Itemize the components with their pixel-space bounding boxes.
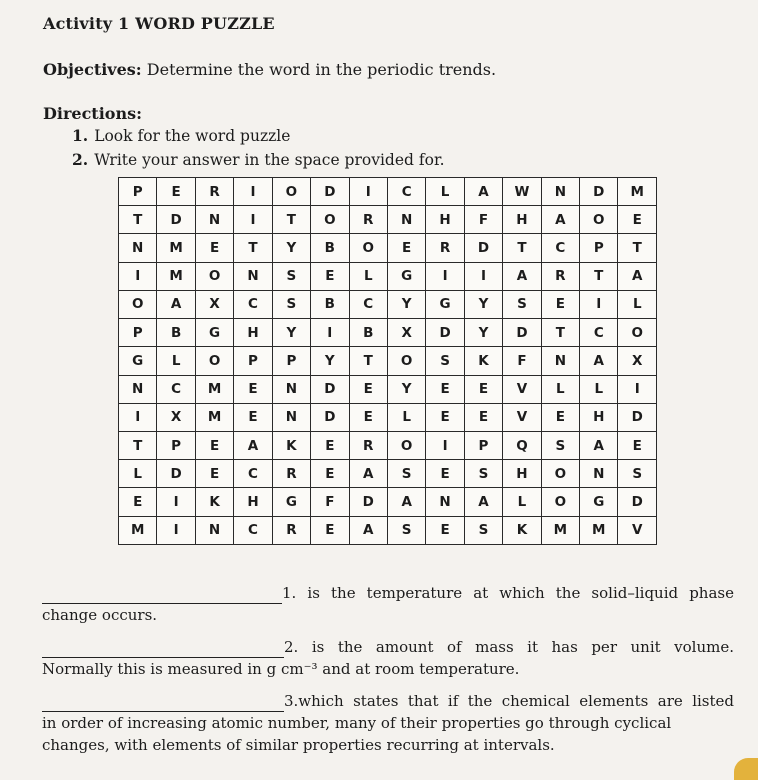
puzzle-cell[interactable]: S (464, 516, 502, 544)
puzzle-cell[interactable]: N (426, 488, 464, 516)
puzzle-cell[interactable]: S (503, 290, 541, 318)
puzzle-cell[interactable]: E (234, 375, 272, 403)
puzzle-cell[interactable]: O (387, 431, 425, 459)
puzzle-cell[interactable]: Y (387, 290, 425, 318)
puzzle-row (119, 178, 657, 206)
puzzle-cell[interactable]: K (272, 431, 310, 459)
puzzle-cell[interactable]: Y (387, 375, 425, 403)
puzzle-cell[interactable]: C (349, 290, 387, 318)
puzzle-cell[interactable]: X (387, 319, 425, 347)
puzzle-cell[interactable]: N (541, 347, 579, 375)
puzzle-cell[interactable]: E (311, 460, 349, 488)
puzzle-cell[interactable]: B (311, 234, 349, 262)
puzzle-cell[interactable]: D (580, 178, 618, 206)
question-1 (42, 582, 734, 626)
puzzle-cell[interactable]: F (311, 488, 349, 516)
puzzle-cell[interactable]: R (349, 431, 387, 459)
puzzle-cell[interactable]: A (464, 488, 502, 516)
puzzle-cell[interactable]: I (157, 488, 195, 516)
puzzle-cell[interactable]: I (234, 206, 272, 234)
puzzle-cell[interactable]: T (618, 234, 657, 262)
puzzle-cell[interactable]: A (234, 431, 272, 459)
puzzle-cell[interactable]: E (541, 290, 579, 318)
puzzle-cell[interactable]: I (349, 178, 387, 206)
puzzle-cell[interactable]: H (234, 319, 272, 347)
puzzle-cell[interactable]: R (195, 178, 233, 206)
puzzle-cell[interactable]: N (387, 206, 425, 234)
puzzle-cell[interactable]: E (387, 234, 425, 262)
puzzle-cell[interactable]: S (541, 431, 579, 459)
puzzle-cell[interactable]: T (503, 234, 541, 262)
puzzle-cell[interactable]: M (119, 516, 157, 544)
puzzle-cell[interactable]: O (349, 234, 387, 262)
word-puzzle-grid (118, 177, 657, 545)
puzzle-cell[interactable]: O (311, 206, 349, 234)
puzzle-cell[interactable]: G (119, 347, 157, 375)
puzzle-cell[interactable]: L (541, 375, 579, 403)
puzzle-cell[interactable]: G (272, 488, 310, 516)
puzzle-cell[interactable]: Q (503, 431, 541, 459)
puzzle-cell[interactable]: M (157, 234, 195, 262)
puzzle-cell[interactable]: V (503, 403, 541, 431)
puzzle-cell[interactable]: B (311, 290, 349, 318)
puzzle-row (119, 206, 657, 234)
puzzle-cell[interactable]: N (272, 375, 310, 403)
puzzle-cell[interactable]: K (195, 488, 233, 516)
puzzle-cell[interactable]: G (387, 262, 425, 290)
puzzle-cell[interactable]: B (157, 319, 195, 347)
puzzle-cell[interactable]: L (119, 460, 157, 488)
puzzle-cell[interactable]: M (618, 178, 657, 206)
puzzle-cell[interactable]: E (311, 516, 349, 544)
puzzle-row (119, 290, 657, 318)
puzzle-cell[interactable]: T (580, 262, 618, 290)
puzzle-cell[interactable]: V (618, 516, 657, 544)
puzzle-cell[interactable]: I (580, 290, 618, 318)
puzzle-cell[interactable]: A (580, 431, 618, 459)
question-2 (42, 636, 734, 680)
puzzle-cell[interactable]: M (157, 262, 195, 290)
puzzle-cell[interactable]: A (349, 460, 387, 488)
puzzle-cell[interactable]: I (157, 516, 195, 544)
puzzle-cell[interactable]: A (541, 206, 579, 234)
puzzle-cell[interactable]: I (426, 431, 464, 459)
puzzle-cell[interactable]: D (311, 403, 349, 431)
puzzle-cell[interactable]: D (503, 319, 541, 347)
puzzle-cell[interactable]: E (195, 431, 233, 459)
puzzle-cell[interactable]: C (387, 178, 425, 206)
corner-sticker (734, 758, 758, 780)
puzzle-cell[interactable]: I (311, 319, 349, 347)
puzzle-cell[interactable]: P (119, 319, 157, 347)
puzzle-cell[interactable]: L (349, 262, 387, 290)
puzzle-cell[interactable]: G (580, 488, 618, 516)
puzzle-cell[interactable]: P (157, 431, 195, 459)
puzzle-row (119, 234, 657, 262)
puzzle-cell[interactable]: S (272, 262, 310, 290)
puzzle-cell[interactable]: O (618, 319, 657, 347)
puzzle-cell[interactable]: E (119, 488, 157, 516)
puzzle-cell[interactable]: E (618, 206, 657, 234)
puzzle-cell[interactable]: E (426, 460, 464, 488)
puzzle-cell[interactable]: S (426, 347, 464, 375)
puzzle-cell[interactable]: T (119, 431, 157, 459)
puzzle-cell[interactable]: D (311, 375, 349, 403)
puzzle-cell[interactable]: S (464, 460, 502, 488)
puzzle-cell[interactable]: I (426, 262, 464, 290)
puzzle-cell[interactable]: R (272, 516, 310, 544)
puzzle-cell[interactable]: E (195, 234, 233, 262)
puzzle-cell[interactable]: A (503, 262, 541, 290)
puzzle-row (119, 516, 657, 544)
puzzle-cell[interactable]: W (503, 178, 541, 206)
puzzle-cell[interactable]: O (272, 178, 310, 206)
question-1-text: 1. is the temperature at which the solid–liquid phase (282, 584, 734, 602)
puzzle-cell[interactable]: N (580, 460, 618, 488)
puzzle-cell[interactable]: E (464, 375, 502, 403)
answer-blank-3[interactable] (42, 697, 284, 712)
puzzle-cell[interactable]: E (426, 516, 464, 544)
puzzle-cell[interactable]: A (464, 178, 502, 206)
puzzle-cell[interactable]: C (541, 234, 579, 262)
question-3-text-cont2: changes, with elements of similar properties recurring at intervals. (42, 736, 555, 754)
puzzle-cell[interactable]: L (157, 347, 195, 375)
puzzle-cell[interactable]: O (541, 488, 579, 516)
puzzle-cell[interactable]: X (195, 290, 233, 318)
puzzle-cell[interactable]: D (157, 460, 195, 488)
puzzle-cell[interactable]: E (618, 431, 657, 459)
puzzle-cell[interactable]: O (580, 206, 618, 234)
puzzle-cell[interactable]: E (426, 375, 464, 403)
puzzle-cell[interactable]: P (272, 347, 310, 375)
puzzle-cell[interactable]: C (234, 460, 272, 488)
puzzle-cell[interactable]: N (234, 262, 272, 290)
puzzle-cell[interactable]: C (234, 290, 272, 318)
puzzle-cell[interactable]: P (234, 347, 272, 375)
puzzle-cell[interactable]: T (272, 206, 310, 234)
puzzle-row (119, 347, 657, 375)
puzzle-cell[interactable]: L (387, 403, 425, 431)
directions-label: Directions: (43, 104, 142, 123)
answer-blank-1[interactable] (42, 589, 282, 604)
puzzle-cell[interactable]: S (387, 460, 425, 488)
puzzle-cell[interactable]: P (580, 234, 618, 262)
puzzle-cell[interactable]: S (618, 460, 657, 488)
puzzle-cell[interactable]: Y (272, 234, 310, 262)
puzzle-cell[interactable]: E (311, 262, 349, 290)
puzzle-cell[interactable]: R (272, 460, 310, 488)
puzzle-cell[interactable]: C (157, 375, 195, 403)
puzzle-cell[interactable]: D (618, 403, 657, 431)
objectives (43, 60, 496, 79)
puzzle-cell[interactable]: E (349, 403, 387, 431)
puzzle-cell[interactable]: N (119, 234, 157, 262)
direction-step: 1. Look for the word puzzle (72, 126, 291, 145)
puzzle-cell[interactable]: Y (272, 319, 310, 347)
puzzle-row (119, 403, 657, 431)
puzzle-cell[interactable]: D (311, 178, 349, 206)
puzzle-cell[interactable]: T (234, 234, 272, 262)
puzzle-cell[interactable]: N (272, 403, 310, 431)
puzzle-cell[interactable]: I (234, 178, 272, 206)
direction-step: 2. Write your answer in the space provided for. (72, 150, 445, 169)
puzzle-cell[interactable]: C (234, 516, 272, 544)
puzzle-cell[interactable]: E (195, 460, 233, 488)
puzzle-cell[interactable]: C (580, 319, 618, 347)
question-3 (42, 690, 734, 756)
puzzle-cell[interactable]: A (157, 290, 195, 318)
puzzle-cell[interactable]: D (349, 488, 387, 516)
puzzle-cell[interactable]: K (464, 347, 502, 375)
puzzle-cell[interactable]: D (426, 319, 464, 347)
puzzle-cell[interactable]: A (580, 347, 618, 375)
puzzle-row (119, 319, 657, 347)
puzzle-row (119, 262, 657, 290)
puzzle-row (119, 431, 657, 459)
puzzle-cell[interactable]: M (195, 375, 233, 403)
puzzle-cell[interactable]: H (234, 488, 272, 516)
puzzle-cell[interactable]: I (119, 403, 157, 431)
puzzle-cell[interactable]: B (349, 319, 387, 347)
puzzle-cell[interactable]: M (541, 516, 579, 544)
puzzle-cell[interactable]: E (311, 431, 349, 459)
puzzle-cell[interactable]: L (618, 290, 657, 318)
puzzle-cell[interactable]: A (387, 488, 425, 516)
puzzle-cell[interactable]: L (503, 488, 541, 516)
puzzle-cell[interactable]: O (387, 347, 425, 375)
puzzle-cell[interactable]: H (503, 206, 541, 234)
puzzle-cell[interactable]: P (464, 431, 502, 459)
puzzle-cell[interactable]: R (349, 206, 387, 234)
puzzle-cell[interactable]: S (387, 516, 425, 544)
puzzle-cell[interactable]: N (195, 516, 233, 544)
puzzle-cell[interactable]: O (119, 290, 157, 318)
puzzle-cell[interactable]: N (195, 206, 233, 234)
puzzle-cell[interactable]: O (195, 262, 233, 290)
puzzle-cell[interactable]: G (195, 319, 233, 347)
puzzle-cell[interactable]: A (349, 516, 387, 544)
puzzle-row (119, 460, 657, 488)
puzzle-cell[interactable]: X (618, 347, 657, 375)
puzzle-cell[interactable]: E (349, 375, 387, 403)
puzzle-cell[interactable]: Y (464, 290, 502, 318)
puzzle-cell[interactable]: D (464, 234, 502, 262)
puzzle-cell[interactable]: T (119, 206, 157, 234)
puzzle-cell[interactable]: K (503, 516, 541, 544)
question-2-text: 2. is the amount of mass it has per unit volume. (284, 638, 734, 656)
puzzle-cell[interactable]: P (119, 178, 157, 206)
puzzle-cell[interactable]: I (119, 262, 157, 290)
puzzle-cell[interactable]: D (157, 206, 195, 234)
puzzle-cell[interactable]: H (580, 403, 618, 431)
puzzle-cell[interactable]: T (541, 319, 579, 347)
puzzle-cell[interactable]: F (464, 206, 502, 234)
puzzle-row (119, 488, 657, 516)
puzzle-cell[interactable]: R (541, 262, 579, 290)
puzzle-cell[interactable]: E (541, 403, 579, 431)
objectives-label: Objectives: (43, 60, 142, 79)
puzzle-cell[interactable]: H (503, 460, 541, 488)
puzzle-cell[interactable]: X (157, 403, 195, 431)
puzzle-cell[interactable]: Y (311, 347, 349, 375)
puzzle-cell[interactable]: O (195, 347, 233, 375)
puzzle-cell[interactable]: M (580, 516, 618, 544)
puzzle-cell[interactable]: L (426, 178, 464, 206)
puzzle-cell[interactable]: N (541, 178, 579, 206)
answer-blank-2[interactable] (42, 643, 284, 658)
puzzle-cell[interactable]: L (580, 375, 618, 403)
puzzle-cell[interactable]: I (464, 262, 502, 290)
puzzle-cell[interactable]: D (618, 488, 657, 516)
puzzle-cell[interactable]: E (426, 403, 464, 431)
puzzle-cell[interactable]: G (426, 290, 464, 318)
puzzle-cell[interactable]: R (426, 234, 464, 262)
question-3-text-cont: in order of increasing atomic number, many of their properties go through cyclical (42, 714, 672, 732)
puzzle-cell[interactable]: Y (464, 319, 502, 347)
puzzle-cell[interactable]: A (618, 262, 657, 290)
question-3-text: 3.which states that if the chemical elements are listed (284, 692, 734, 710)
puzzle-cell[interactable]: T (349, 347, 387, 375)
directions-steps (72, 124, 445, 172)
puzzle-cell[interactable]: S (272, 290, 310, 318)
activity-title: Activity 1 WORD PUZZLE (43, 14, 275, 33)
puzzle-row (119, 375, 657, 403)
puzzle-cell[interactable]: E (157, 178, 195, 206)
puzzle-cell[interactable]: E (234, 403, 272, 431)
puzzle-cell[interactable]: M (195, 403, 233, 431)
puzzle-cell[interactable]: N (119, 375, 157, 403)
puzzle-cell[interactable]: E (464, 403, 502, 431)
puzzle-cell[interactable]: I (618, 375, 657, 403)
objectives-text: Determine the word in the periodic trends. (146, 60, 497, 79)
puzzle-cell[interactable]: H (426, 206, 464, 234)
question-2-text-cont: Normally this is measured in g cm⁻³ and at room temperature. (42, 660, 520, 678)
puzzle-cell[interactable]: O (541, 460, 579, 488)
question-1-text-cont: change occurs. (42, 606, 158, 624)
puzzle-cell[interactable]: F (503, 347, 541, 375)
puzzle-cell[interactable]: V (503, 375, 541, 403)
